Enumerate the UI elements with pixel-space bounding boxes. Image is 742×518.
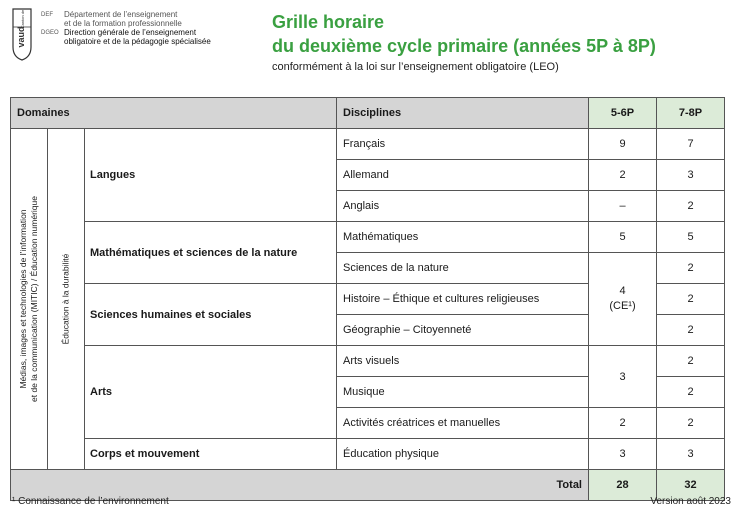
discipline-cell: Arts visuels [337,346,589,377]
value-5-6p: 2 [589,408,657,439]
total-label: Total [11,470,589,501]
discipline-cell: Activités créatrices et manuelles [337,408,589,439]
title-line-2: du deuxième cycle primaire (années 5P à 8P) [272,36,656,56]
value-7-8p: 2 [657,377,725,408]
discipline-cell: Anglais [337,191,589,222]
dgeo-abbr: DGEO [41,30,59,36]
domain-langues: Langues [85,129,337,222]
domain-msn: Mathématiques et sciences de la nature [85,222,337,284]
value-7-8p: 7 [657,129,725,160]
value-7-8p: 2 [657,408,725,439]
value-7-8p: 5 [657,222,725,253]
canton-vaud-logo [11,7,33,62]
def-abbr: DEF [41,12,53,18]
table-header-row [11,98,725,129]
header-7-8p: 7-8P [657,98,725,129]
value-7-8p: 2 [657,253,725,284]
value-5-6p: 3 [589,439,657,470]
svg-text:Canton de: Canton de [20,9,25,29]
value-7-8p: 3 [657,160,725,191]
page-subtitle: conformément à la loi sur l’enseignement obligatoire (LEO) [272,61,559,73]
value-7-8p: 2 [657,284,725,315]
title-line-1: Grille horaire [272,12,385,32]
svg-text:vaud: vaud [16,26,26,48]
value-7-8p: 3 [657,439,725,470]
discipline-cell: Mathématiques [337,222,589,253]
value-7-8p: 2 [657,315,725,346]
page-title [272,10,656,58]
value-5-6p: 9 [589,129,657,160]
table-row [11,129,725,160]
discipline-cell: Allemand [337,160,589,191]
discipline-cell: Français [337,129,589,160]
durabilite-vertical-cell [48,129,85,470]
discipline-cell: Histoire – Éthique et cultures religieuses [337,284,589,315]
version-label: Version août 2023 [650,496,731,507]
merged-ce-cell [589,253,657,346]
merged-ce-note: (CE¹) [609,300,636,312]
value-5-6p: – [589,191,657,222]
value-7-8p: 2 [657,346,725,377]
dgeo-line-2: obligatoire et de la pédagogie spécialisée [64,37,211,46]
mitic-vertical-cell [11,129,48,470]
table-row [11,439,725,470]
discipline-cell: Géographie – Citoyenneté [337,315,589,346]
value-5-6p: 2 [589,160,657,191]
timetable-grid [10,97,725,501]
value-5-6p: 5 [589,222,657,253]
header-domaines: Domaines [11,98,337,129]
footnote: ¹ Connaissance de l’environnement [12,496,169,507]
header-5-6p: 5-6P [589,98,657,129]
merged-ce-value: 4 [619,285,626,297]
durabilite-label: Éducation à la durabilité [60,253,71,345]
mitic-label-line-1: Médias, images et technologies de l’information [18,209,28,389]
institution-block [41,10,211,46]
def-line-2: et de la formation professionnelle [64,19,182,28]
table-row [11,222,725,253]
def-line-1: Département de l’enseignement [64,10,178,19]
total-7-8p: 32 [657,470,725,501]
header-disciplines: Disciplines [337,98,589,129]
discipline-cell: Sciences de la nature [337,253,589,284]
discipline-cell: Musique [337,377,589,408]
merged-arts-cell: 3 [589,346,657,408]
table-row [11,346,725,377]
mitic-label-line-2: et de la communication (MITIC) / Éducation numérique [29,196,39,402]
discipline-cell: Éducation physique [337,439,589,470]
value-7-8p: 2 [657,191,725,222]
domain-corps-mouvement: Corps et mouvement [85,439,337,470]
dgeo-line-1: Direction générale de l’enseignement [64,28,197,37]
total-5-6p: 28 [589,470,657,501]
domain-arts: Arts [85,346,337,439]
domain-shs: Sciences humaines et sociales [85,284,337,346]
